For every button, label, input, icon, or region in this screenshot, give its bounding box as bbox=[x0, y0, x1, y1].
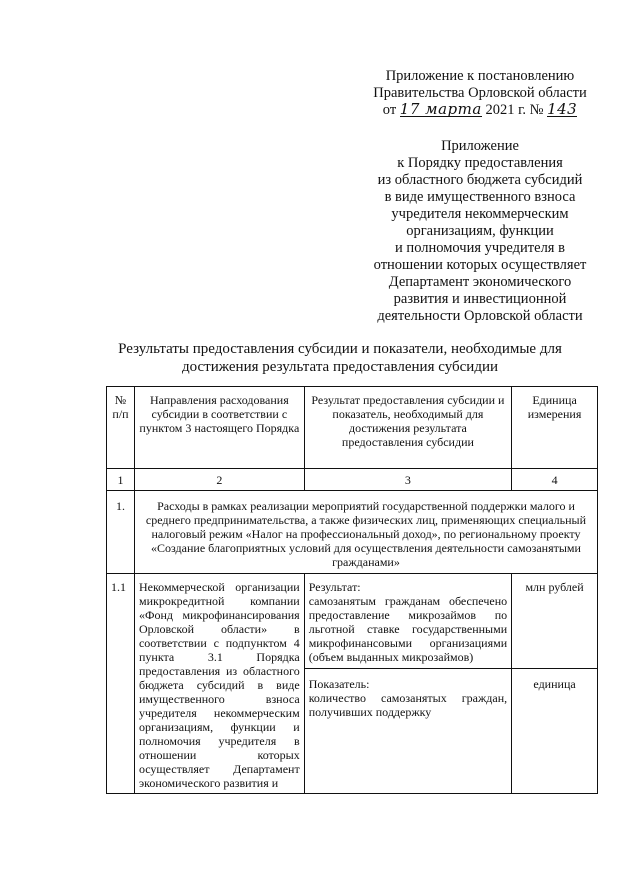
from-prefix: от bbox=[382, 102, 397, 118]
column-numbers-row bbox=[107, 469, 598, 491]
header-cell-direction: Направления расходования субсидии в соответствии с пунктом 3 настоящего Порядка bbox=[134, 387, 304, 469]
section-number: 1. bbox=[107, 491, 135, 574]
column-number: 4 bbox=[512, 469, 598, 491]
header-cell-result: Результат предоставления субсидии и показатель, необходимый для достижения результата предоставления субсидии bbox=[304, 387, 511, 469]
column-number: 3 bbox=[304, 469, 511, 491]
header-cell-number: № п/п bbox=[107, 387, 135, 469]
year-text: 2021 г. № bbox=[485, 102, 544, 118]
indicator-text: количество самозанятых граждан, получивших поддержку bbox=[308, 691, 508, 719]
appendix-line: к Порядку предоставления bbox=[397, 155, 563, 171]
document-title bbox=[100, 340, 580, 376]
row-result-unit: млн рублей bbox=[512, 574, 598, 669]
appendix-line: Департамент экономического bbox=[388, 274, 572, 290]
header-line-1: Приложение к постановлению bbox=[385, 68, 575, 84]
column-number: 2 bbox=[134, 469, 304, 491]
handwritten-date: 17 марта bbox=[399, 100, 482, 118]
appendix-line: организациям, функции bbox=[406, 223, 554, 239]
appendix-line: Приложение bbox=[441, 138, 519, 154]
row-direction: Некоммерческой организации микрокредитной компании «Фонд микрофинансирования Орловской области» в соответствии с подпунктом 4 пункта 3.1 Порядка предоставления из областного бюджета субсидий в виде имущественного взноса учредителя некоммерческим организациям, функции и полномочия учредителя в отношении которых осуществляет Департамент экономического развития и bbox=[134, 574, 304, 794]
handwritten-number: 143 bbox=[547, 100, 578, 118]
appendix-line: развития и инвестиционной bbox=[393, 291, 567, 307]
appendix-line: отношении которых осуществляет bbox=[373, 257, 587, 273]
header-cell-unit: Единица измерения bbox=[512, 387, 598, 469]
results-table bbox=[106, 386, 598, 794]
result-text: самозанятым гражданам обеспечено предоставление микрозаймов по льготной ставке государственными микрофинансовыми организациями (объем выданных микрозаймов) bbox=[308, 594, 508, 664]
appendix-line: из областного бюджета субсидий bbox=[377, 172, 583, 188]
row-number: 1.1 bbox=[107, 574, 135, 794]
resolution-header bbox=[360, 68, 600, 119]
appendix-line: в виде имущественного взноса bbox=[384, 189, 576, 205]
title-line-2: достижения результата предоставления субсидии bbox=[181, 359, 499, 375]
title-line-1: Результаты предоставления субсидии и показатели, необходимые для bbox=[118, 341, 562, 357]
appendix-line: учредителя некоммерческим bbox=[391, 206, 569, 222]
table-row bbox=[107, 574, 598, 669]
appendix-line: и полномочия учредителя в bbox=[395, 240, 565, 256]
header-line-2: Правительства Орловской области bbox=[373, 85, 587, 101]
row-indicator bbox=[304, 669, 511, 794]
column-number: 1 bbox=[107, 469, 135, 491]
header-date-line bbox=[360, 102, 600, 119]
section-row bbox=[107, 491, 598, 574]
row-indicator-unit: единица bbox=[512, 669, 598, 794]
table-header-row bbox=[107, 387, 598, 469]
section-text: Расходы в рамках реализации мероприятий государственной поддержки малого и среднего предпринимательства, а также физических лиц, применяющих специальный налоговый режим «Налог на профессиональный доход», по региональному проекту «Создание благоприятных условий для осуществления деятельности самозанятыми гражданами» bbox=[134, 491, 597, 574]
result-label: Результат: bbox=[308, 580, 361, 594]
appendix-line: деятельности Орловской области bbox=[377, 308, 583, 324]
row-result bbox=[304, 574, 511, 669]
appendix-block bbox=[360, 138, 600, 325]
indicator-label: Показатель: bbox=[308, 677, 370, 691]
